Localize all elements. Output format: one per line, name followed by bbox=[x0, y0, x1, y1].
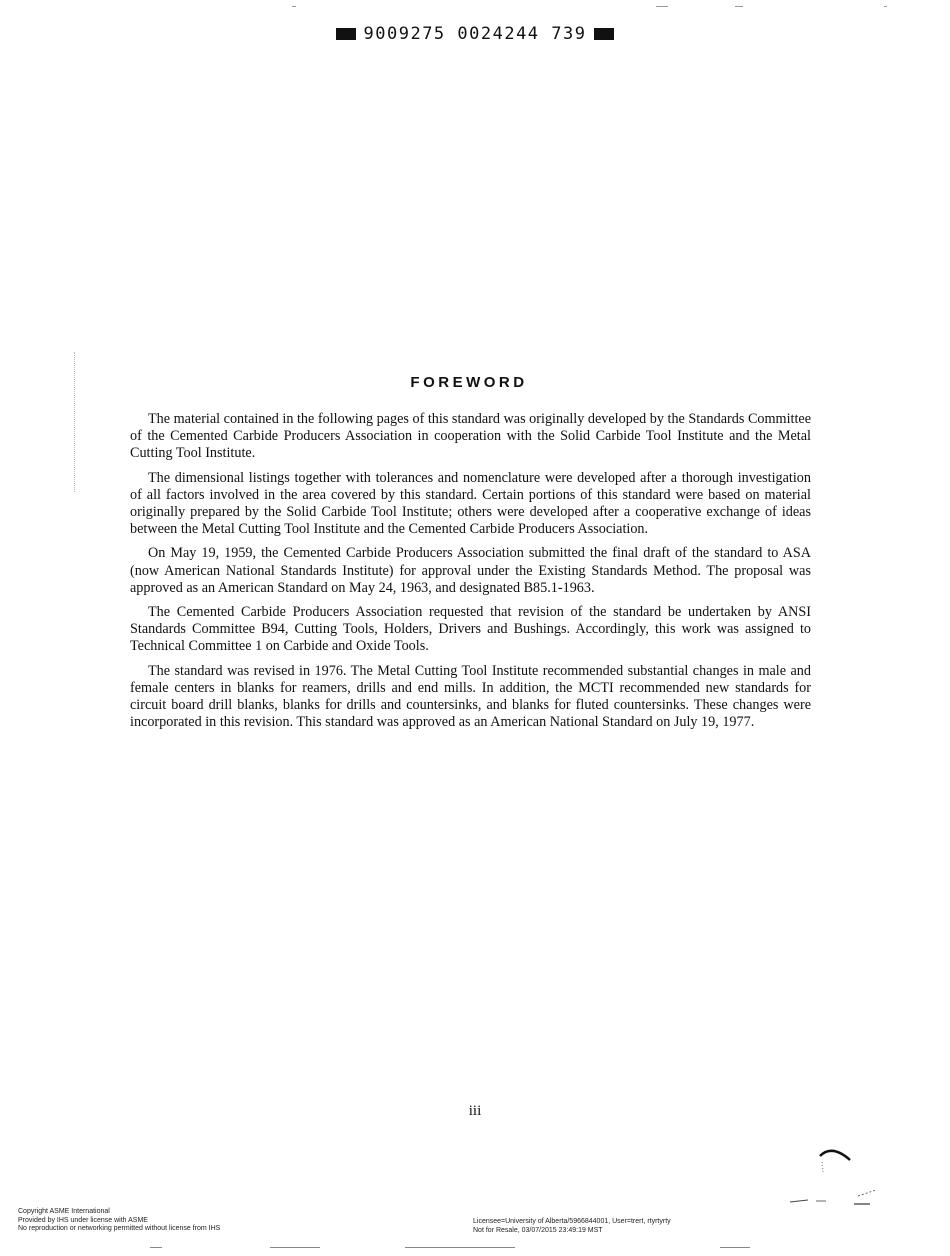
footer-line: Not for Resale, 03/07/2015 23:49:19 MST bbox=[473, 1226, 603, 1234]
paragraph: On May 19, 1959, the Cemented Carbide Producers Association submitted the final draft of the standard to ASA (now American National Standards Institute) for approval under the Existing Standards Method. The proposal was approved as an American Standard on May 24, 1963, and designated B85.1-1963. bbox=[130, 545, 811, 596]
barcode-block-icon bbox=[594, 28, 614, 40]
paragraph: The material contained in the following pages of this standard was originally developed by the Standards Committee of the Cemented Carbide Producers Association in cooperation with the Solid Carbide Tool Institute and the Metal Cutting Tool Institute. bbox=[130, 411, 811, 462]
scan-line bbox=[656, 6, 668, 7]
page-title: FOREWORD bbox=[410, 374, 528, 391]
scan-smudge-icon bbox=[814, 1142, 858, 1178]
foreword-body bbox=[130, 411, 811, 738]
scan-line bbox=[150, 1247, 162, 1248]
copyright-notice bbox=[18, 1208, 220, 1234]
document-barcode bbox=[0, 24, 950, 44]
scan-line bbox=[270, 1247, 320, 1248]
scan-line bbox=[884, 6, 887, 7]
barcode-block-icon bbox=[336, 28, 356, 40]
paragraph: The standard was revised in 1976. The Metal Cutting Tool Institute recommended substantial changes in male and female centers in blanks for reamers, drills and end mills. In addition, the MCTI recommended new standards for circuit board drill blanks, blanks for drills and countersinks, and blanks for fluted countersinks. These changes were incorporated in this revision. This standard was approved as an American National Standard on July 19, 1977. bbox=[130, 662, 811, 731]
footer-line: Licensee=University of Alberta/5966844001, User=trert, rtyrtyrty bbox=[473, 1218, 671, 1225]
paragraph: The dimensional listings together with tolerances and nomenclature were developed after a thorough investigation of all factors involved in the area covered by this standard. Certain portions of this standard were based on material originally prepared by the Solid Carbide Tool Institute; others were developed after a cooperative exchange of ideas between the Metal Cutting Tool Institute and the Cemented Carbide Producers Association. bbox=[130, 469, 811, 538]
footer-line: Copyright ASME International bbox=[18, 1208, 110, 1215]
paragraph: The Cemented Carbide Producers Association requested that revision of the standard be undertaken by ANSI Standards Committee B94, Cutting Tools, Holders, Drivers and Bushings. Accordingly, this work was assigned to Technical Committee 1 on Carbide and Oxide Tools. bbox=[130, 604, 811, 655]
page-number: iii bbox=[468, 1103, 482, 1119]
scan-line bbox=[720, 1247, 750, 1248]
footer-line: Provided by IHS under license with ASME bbox=[18, 1216, 148, 1224]
scan-line bbox=[292, 6, 296, 7]
footer-line: No reproduction or networking permitted without license from IHS bbox=[18, 1225, 221, 1232]
margin-dots bbox=[74, 352, 77, 492]
license-notice bbox=[473, 1218, 671, 1235]
scan-line bbox=[405, 1247, 515, 1248]
scan-smudge-icon bbox=[788, 1186, 888, 1210]
barcode-text: 9009275 0024244 739 bbox=[363, 24, 587, 44]
scan-line bbox=[735, 6, 743, 7]
